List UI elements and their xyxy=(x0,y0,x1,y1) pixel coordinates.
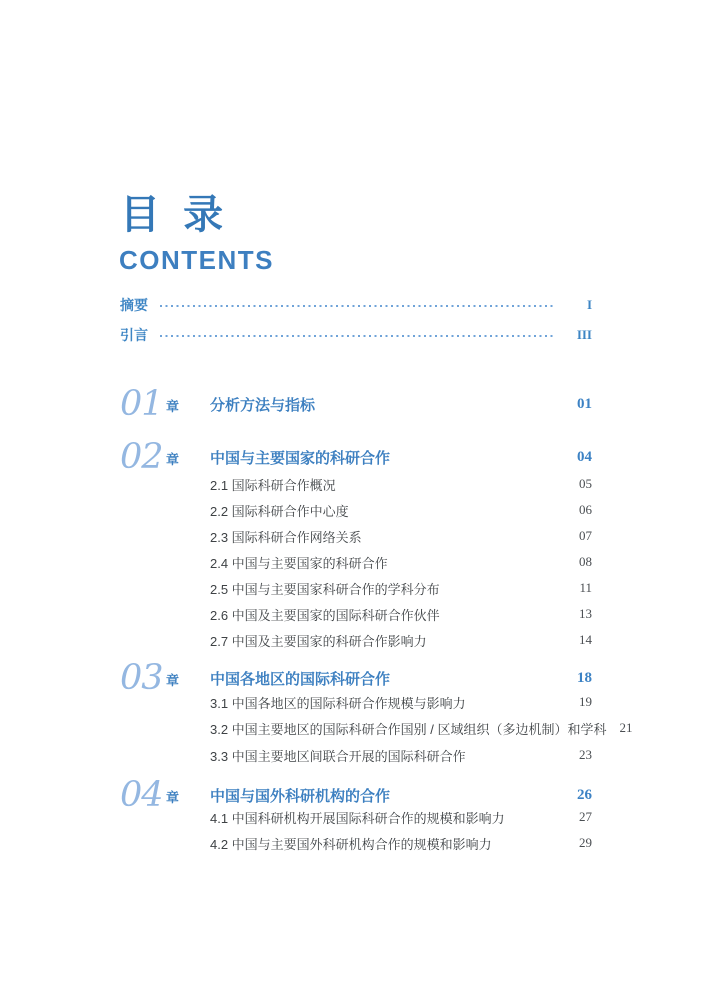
toc-entry-page: III xyxy=(576,327,592,342)
subentry-page: 29 xyxy=(579,835,592,850)
toc-entry-page: I xyxy=(586,297,592,312)
toc-subentry-2-2 xyxy=(210,497,592,523)
toc-entry-abstract xyxy=(120,290,592,320)
subentry-title: 4.2 中国与主要国外科研机构合作的规模和影响力 xyxy=(210,836,492,852)
subentry-page: 06 xyxy=(579,502,592,517)
chapter-marker: 章 xyxy=(166,398,180,414)
toc-subentry-2-1 xyxy=(210,471,592,497)
chapter-heading-01 xyxy=(120,383,592,424)
subentry-title: 2.7 中国及主要国家的科研合作影响力 xyxy=(210,633,427,649)
chapter-marker: 章 xyxy=(166,451,180,467)
chapter-page: 04 xyxy=(577,448,592,465)
subentry-title: 3.1 中国各地区的国际科研合作规模与影响力 xyxy=(210,695,466,711)
chapter-number: 03 xyxy=(120,657,163,698)
subentry-page: 13 xyxy=(579,606,592,621)
subentry-page: 11 xyxy=(579,580,592,595)
subentry-page: 14 xyxy=(579,632,592,647)
chapter-title: 中国与国外科研机构的合作 xyxy=(210,787,391,805)
subentry-title: 3.3 中国主要地区间联合开展的国际科研合作 xyxy=(210,748,466,764)
chapter-page: 01 xyxy=(577,395,592,412)
toc-subentry-2-4 xyxy=(210,549,592,575)
toc-subentry-2-5 xyxy=(210,575,592,601)
toc-subentry-3-2 xyxy=(210,715,633,741)
chapter-title: 中国与主要国家的科研合作 xyxy=(210,449,391,467)
chapter-title: 中国各地区的国际科研合作 xyxy=(210,670,391,688)
toc-entry-label: 引言 xyxy=(120,327,148,343)
toc-subentry-4-2 xyxy=(210,830,592,856)
subentry-title: 2.1 国际科研合作概况 xyxy=(210,477,336,493)
chapter-marker: 章 xyxy=(166,789,180,805)
subentry-title: 2.6 中国及主要国家的国际科研合作伙伴 xyxy=(210,607,440,623)
subentry-title: 2.4 中国与主要国家的科研合作 xyxy=(210,555,388,571)
toc-subentry-2-7 xyxy=(210,627,592,653)
dotted-leader xyxy=(160,335,556,337)
subentry-title: 3.2 中国主要地区的国际科研合作国别 / 区域组织（多边机制）和学科 xyxy=(210,721,607,737)
toc-subentry-3-1 xyxy=(210,689,592,715)
subentry-page: 19 xyxy=(579,694,592,709)
subentry-title: 2.2 国际科研合作中心度 xyxy=(210,503,349,519)
toc-entry-introduction xyxy=(120,320,592,350)
dotted-leader xyxy=(160,305,556,307)
toc-subentry-4-1 xyxy=(210,804,592,830)
chapter-number: 02 xyxy=(120,436,163,477)
chapter-number: 04 xyxy=(120,774,163,815)
toc-subentry-2-6 xyxy=(210,601,592,627)
subentry-page: 05 xyxy=(579,476,592,491)
toc-subentry-3-3 xyxy=(210,742,592,768)
subentry-page: 23 xyxy=(579,747,592,762)
chapter-page: 26 xyxy=(577,786,592,803)
subentry-page: 21 xyxy=(619,720,633,735)
toc-subentry-2-3 xyxy=(210,523,592,549)
page-title-en: CONTENTS xyxy=(119,245,274,275)
chapter-number: 01 xyxy=(120,383,163,424)
chapter-title: 分析方法与指标 xyxy=(210,396,316,414)
subentry-page: 07 xyxy=(579,528,592,543)
chapter-page: 18 xyxy=(577,669,592,686)
subentry-title: 2.5 中国与主要国家科研合作的学科分布 xyxy=(210,581,440,597)
subentry-title: 2.3 国际科研合作网络关系 xyxy=(210,529,362,545)
subentry-page: 08 xyxy=(579,554,592,569)
subentry-page: 27 xyxy=(579,809,592,824)
subentry-title: 4.1 中国科研机构开展国际科研合作的规模和影响力 xyxy=(210,810,505,826)
chapter-marker: 章 xyxy=(166,672,180,688)
toc-entry-label: 摘要 xyxy=(120,297,148,313)
chapter-heading-02 xyxy=(120,436,592,477)
page-title-zh: 目 录 xyxy=(120,193,230,237)
